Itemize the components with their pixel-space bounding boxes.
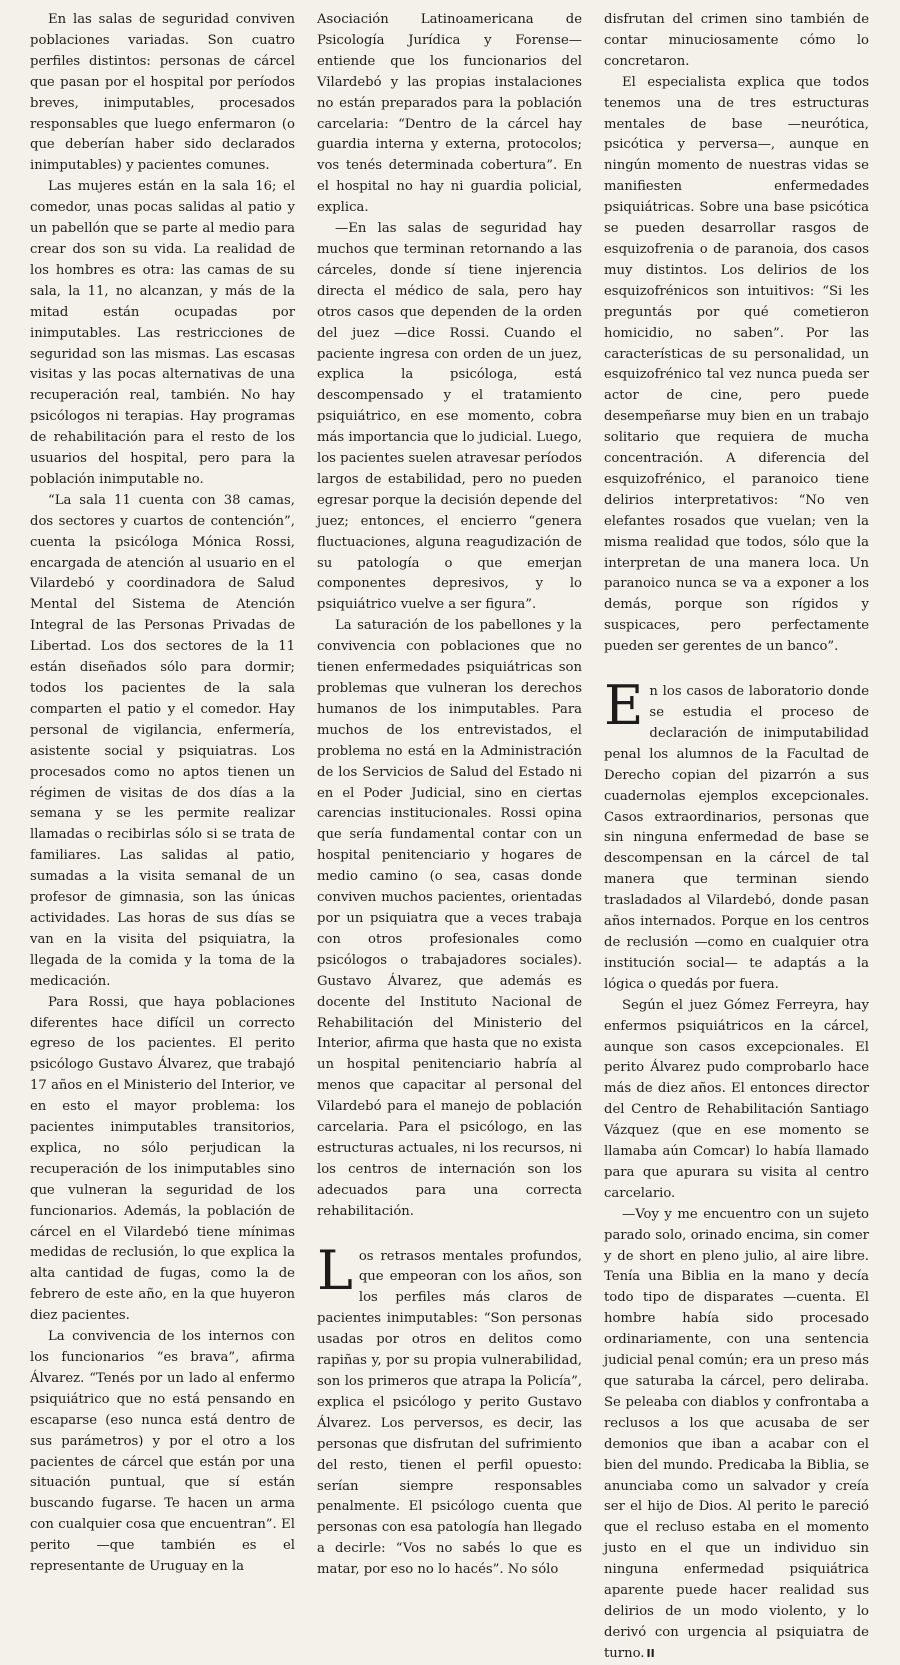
paragraph-text: El especialista explica que todos tenemos una de tres estructuras mentales de base —neurótica, psicótica y perversa—, aunque en ningún momento de nuestras vidas se manifiesten enfermedades psiquiátricas. Sobre una base psicótica se pueden desarrollar rasgos de esquizofrenia o de paranoia, dos casos muy distintos. Los delirios de los esquizofrénicos son intuitivos: “Si les preguntás por qué cometieron homicidio, no saben”. Por las características de su personalidad, un esquizofrénico tal vez nunca pueda ser actor de cine, pero puede desempeñarse muy bien en un trabajo solitario que requiera de mucha concentración. A diferencia del esquizofrénico, el paranoico tiene delirios interpretativos: “No ven elefantes rosados que vuelan; ven la misma realidad que todos, sólo que la interpretan de una manera loca. Un paranoico nunca se va a exponer a los demás, porque son rígidos y suspicaces, pero perfectamente pueden ser gerentes de un banco”. xyxy=(604,74,869,655)
body-paragraph xyxy=(604,1205,869,1665)
body-paragraph xyxy=(604,10,869,73)
body-paragraph xyxy=(30,10,295,177)
paragraph-text: Las mujeres están en la sala 16; el comedor, unas pocas salidas al patio y un pabellón que se parte al medio para crear dos son su vida. La realidad de los hombres es otra: las camas de su sala, la 11, no alcanzan, y más de la mitad están ocupadas por inimputables. Las restricciones de seguridad son las mismas. Las escasas visitas y las pocas alternativas de una recuperación real, también. No hay psicólogos ni terapias. Hay programas de rehabilitación para el resto de los usuarios del hospital, pero para la población inimputable no. xyxy=(30,179,295,487)
body-paragraph xyxy=(317,1238,582,1582)
column-2 xyxy=(317,10,582,1578)
body-paragraph xyxy=(604,996,869,1205)
paragraph-text: disfrutan del crimen sino también de contar minuciosamente cómo lo concretaron. xyxy=(604,12,869,69)
body-paragraph xyxy=(30,177,295,491)
paragraph-text: La convivencia de los internos con los funcionarios “es brava”, afirma Álvarez. “Tenés por un lado al enfermo psiquiátrico que no está pensando en escaparse (eso nunca está dentro de sus parámetros) y por el otro a los pacientes de cárcel que están por una situación puntual, que sí están buscando fugarse. Te hacen un arma con cualquier cosa que encuentran”. El perito —que también es el representante de Uruguay en la xyxy=(30,1329,295,1575)
paragraph-text: —Voy y me encuentro con un sujeto parado solo, orinado encima, sin comer y de short en pleno julio, al aire libre. Tenía una Biblia en la mano y decía todo tipo de disparates —cuenta. El hombre había sido procesado ordinariamente, con una sentencia judicial penal común; era un preso más que saturaba la cárcel, pero deliraba. Se peleaba con diablos y confrontaba a reclusos a los que acusaba de ser demonios que iban a acabar con el bien del mundo. Predicaba la Biblia, se anunciaba como un salvador y creía ser el hijo de Dios. Al perito le pareció que el recluso estaba en el momento justo en el que un individuo sin ninguna enfermedad psiquiátrica aparente puede hacer realidad sus delirios de un modo violento, y lo derivó con urgencia al psiquiatra de turno. xyxy=(604,1206,869,1661)
body-paragraph xyxy=(30,1327,295,1578)
paragraph-text: Según el juez Gómez Ferreyra, hay enfermos psiquiátricos en la cárcel, aunque son casos excepcionales. El perito Álvarez pudo comprobarlo hace más de diez años. El entonces director del Centro de Rehabilitación Santiago Vázquez (que en ese momento se llamaba aún Comcar) lo había llamado para que apurara su visita al centro carcelario. xyxy=(604,997,869,1201)
section-break xyxy=(317,1223,582,1247)
drop-cap: E xyxy=(604,674,644,738)
drop-cap: L xyxy=(317,1238,353,1302)
body-paragraph xyxy=(604,73,869,658)
paragraph-text: n los casos de laboratorio donde se estudia el proceso de declaración de inimputabilidad penal los alumnos de la Facultad de Derecho copian del pizarrón a sus cuadernolas ejemplos excepcionales. Casos extraordinarios, personas que sin ninguna enfermedad de base se descompensan en la cárcel de tal manera que terminan siendo trasladados al Vilardebó, donde pasan años internados. Porque en los centros de reclusión —como en cualquier otra institución social— te adaptás a la lógica o quedás por fuera. xyxy=(604,684,869,992)
end-mark: II xyxy=(646,1646,655,1660)
paragraph-text: La saturación de los pabellones y la convivencia con poblaciones que no tienen enfermedades psiquiátricas son problemas que vulneran los derechos humanos de los inimputables. Para muchos de los entrevistados, el problema no está en la Administración de los Servicios de Salud del Estado ni en el Poder Judicial, sino en ciertas carencias institucionales. Rossi opina que sería fundamental contar con un hospital penitenciario y hogares de medio camino (o sea, casas donde conviven muchos pacientes, orientadas por un psiquiatra que a veces trabaja con otros profesionales como psicólogos o trabajadores sociales). Gustavo Álvarez, que además es docente del Instituto Nacional de Rehabilitación del Ministerio del Interior, afirma que hasta que no exista un hospital penitenciario habría al menos que capacitar al personal del Vilardebó para el manejo de población carcelaria. Para el psicólogo, en las estructuras actuales, ni los recursos, ni los centros de internación son los adecuados para una correcta rehabilitación. xyxy=(317,618,582,1219)
paragraph-text: Para Rossi, que haya poblaciones diferentes hace difícil un correcto egreso de los pacientes. El perito psicólogo Gustavo Álvarez, que trabajó 17 años en el Ministerio del Interior, ve en esto el mayor problema: los pacientes inimputables transitorios, explica, no sólo perjudican la recuperación de los inimputables sino que vulneran la seguridad de los funcionarios. Además, la población de cárcel en el Vilardebó tiene mínimas medidas de reclusión, lo que explica la alta cantidad de fugas, como la de febrero de este año, en la que huyeron diez pacientes. xyxy=(30,994,295,1324)
body-paragraph xyxy=(30,491,295,993)
column-1 xyxy=(30,10,295,1575)
paragraph-text: —En las salas de seguridad hay muchos que terminan retornando a las cárceles, donde sí tiene injerencia directa el médico de sala, pero hay otros casos que dependen de la orden del juez —dice Rossi. Cuando el paciente ingresa con orden de un juez, explica la psicóloga, está descompensado y el tratamiento psiquiátrico, en ese momento, cobra más importancia que lo judicial. Luego, los pacientes suelen atravesar períodos largos de estabilidad, pero no pueden egresar porque la decisión depende del juez; entonces, el encierro “genera fluctuaciones, alguna reagudización de su patología o que emerjan componentes depresivos, y lo psiquiátrico vuelve a ser figura”. xyxy=(317,221,582,613)
paragraph-text: os retrasos mentales profundos, que empeoran con los años, son los perfiles más claros de pacientes inimputables: “Son personas usadas por otros en delitos como rapiñas y, por su propia vulnerabilidad, son los primeros que atrapa la Policía”, explica el psicólogo y perito Gustavo Álvarez. Los perversos, es decir, las personas que disfrutan del sufrimiento del resto, tienen el perfil opuesto: serían siempre responsables penalmente. El psicólogo cuenta que personas con esa patología han llegado a decirle: “Vos no sabés lo que es matar, por eso no lo hacés”. No sólo xyxy=(317,1248,582,1578)
paragraph-text: En las salas de seguridad conviven poblaciones variadas. Son cuatro perfiles distintos: personas de cárcel que pasan por el hospital por períodos breves, inimputables, procesados responsables que luego enfermaron (o que deberían haber sido declarados inimputables) y pacientes comunes. xyxy=(30,12,295,174)
body-paragraph xyxy=(30,993,295,1328)
body-paragraph xyxy=(317,10,582,219)
column-3 xyxy=(604,10,869,1661)
paragraph-text: Asociación Latinoamericana de Psicología Jurídica y Forense— entiende que los funcionarios del Vilardebó y las propias instalaciones no están preparados para la población carcelaria: “Dentro de la cárcel hay guardia interna y externa, protocolos; vos tenés determinada cobertura”. En el hospital no hay ni guardia policial, explica. xyxy=(317,12,582,216)
body-paragraph xyxy=(604,674,869,996)
section-break xyxy=(604,658,869,682)
paragraph-text: “La sala 11 cuenta con 38 camas, dos sectores y cuartos de contención”, cuenta la psicóloga Mónica Rossi, encargada de atención al usuario en el Vilardebó y coordinadora de Salud Mental del Sistema de Atención Integral de las Personas Privadas de Libertad. Los dos sectores de la 11 están diseñados sólo para dormir; todos los pacientes de la sala comparten el patio y el comedor. Hay personal de vigilancia, enfermería, asistente social y psiquiatras. Los procesados como no aptos tienen un régimen de visitas de dos días a la semana y se les permite realizar llamadas o recibirlas sólo si se trata de familiares. Las salidas al patio, sumadas a la visita semanal de un profesor de gimnasia, son las únicas actividades. Las horas de sus días se van en la visita del psiquiatra, la llegada de la comida y la toma de la medicación. xyxy=(30,492,295,989)
body-paragraph xyxy=(317,616,582,1222)
body-paragraph xyxy=(317,219,582,616)
